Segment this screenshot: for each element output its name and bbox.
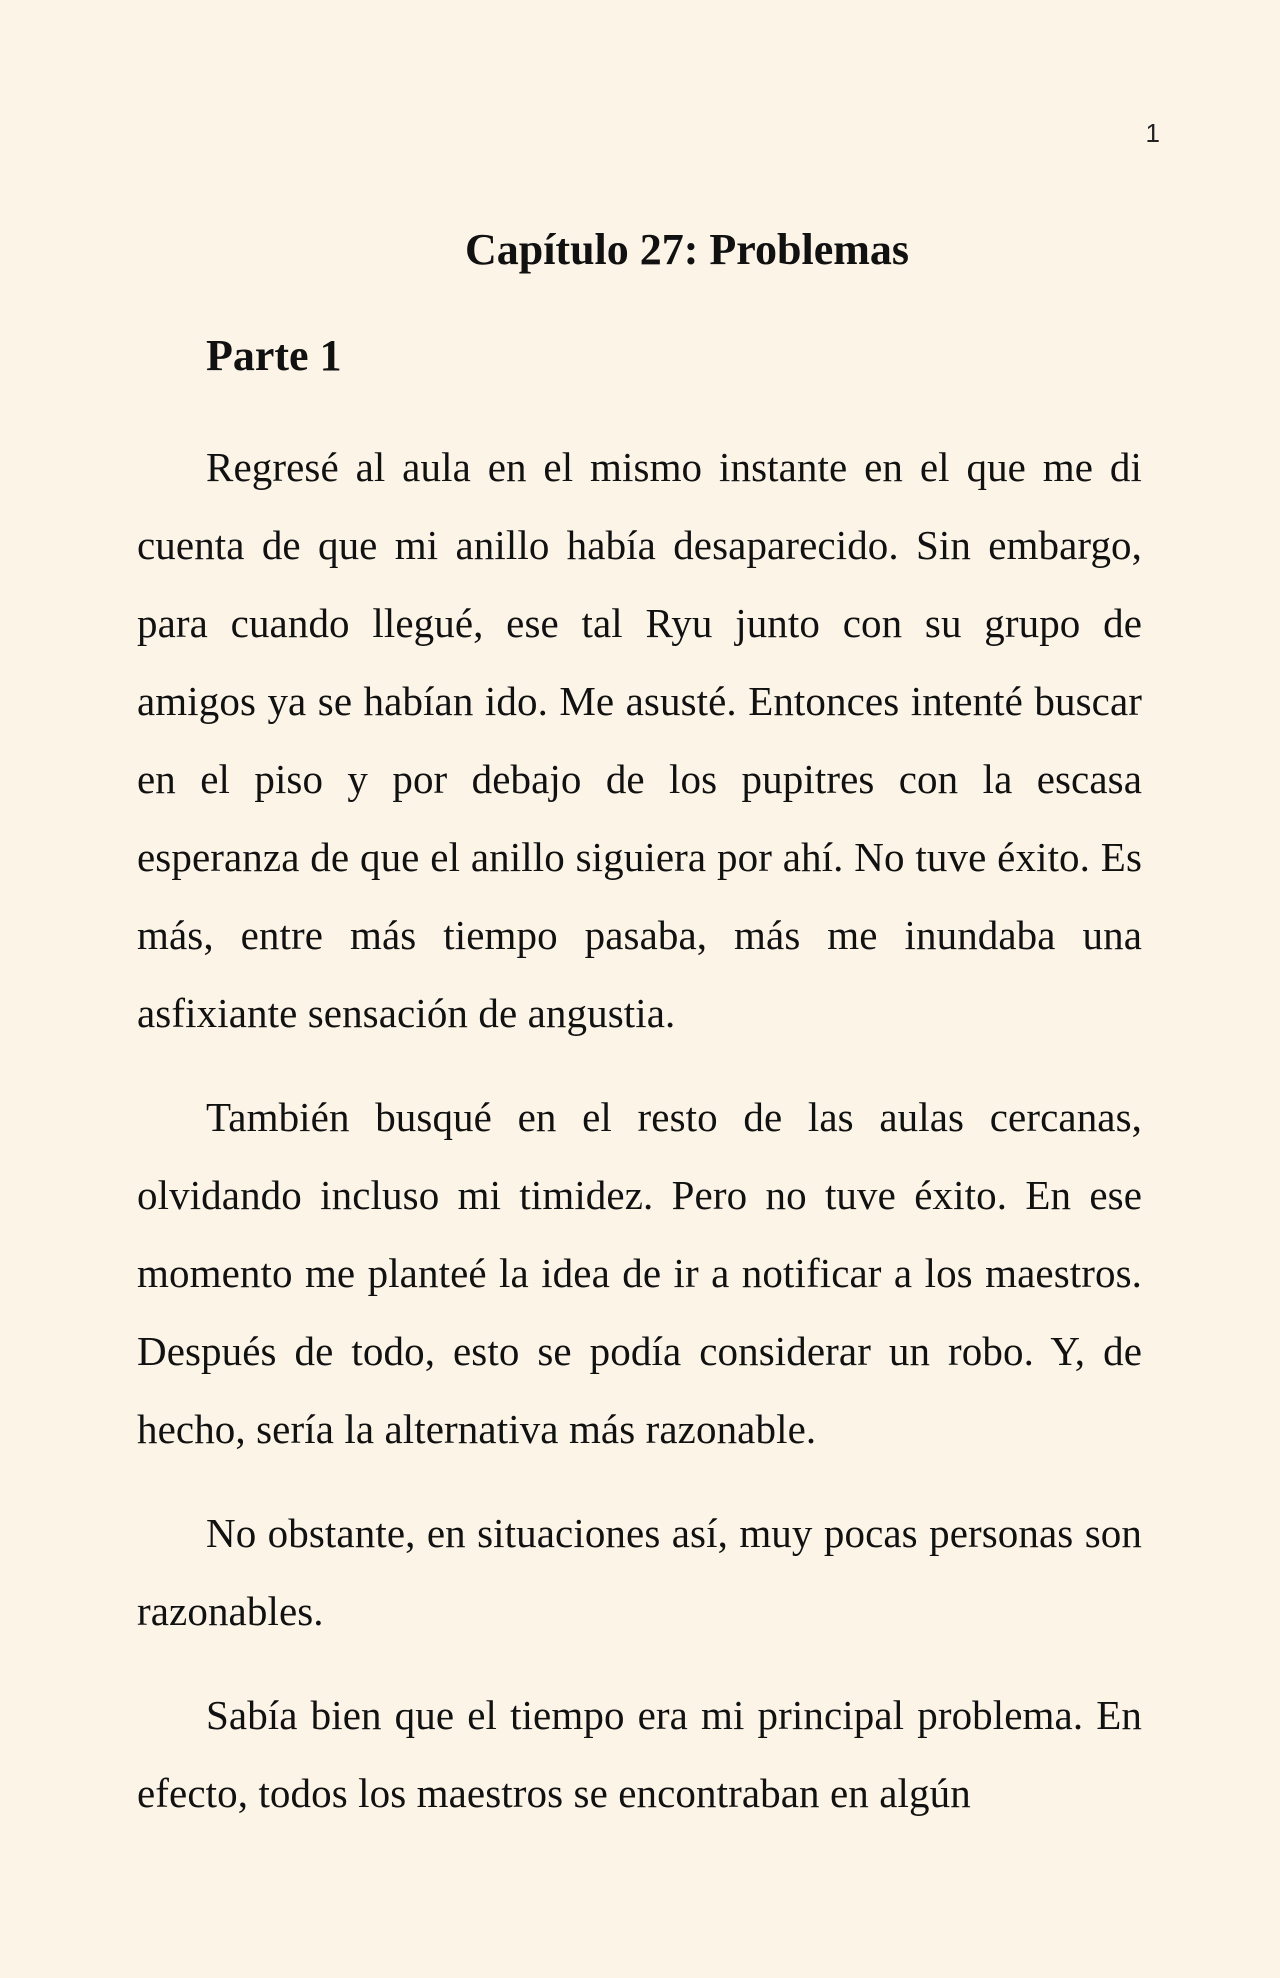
chapter-title: Capítulo 27: Problemas [464, 225, 910, 274]
paragraph-4: Sabía bien que el tiempo era mi principal problema. En efecto, todos los maestros se encontraban en algún [137, 1692, 1142, 1816]
page-number: 1 [1145, 118, 1160, 148]
paragraph-3: No obstante, en situaciones así, muy pocas personas son razonables. [137, 1510, 1142, 1634]
paragraph-2: También busqué en el resto de las aulas cercanas, olvidando incluso mi timidez. Pero no tuve éxito. En ese momento me planteé la idea de ir a notificar a los maestros. Después de todo, esto se podía considerar un robo. Y, de hecho, sería la alternativa más razonable. [137, 1094, 1142, 1452]
paragraph-1: Regresé al aula en el mismo instante en el que me di cuenta de que mi anillo había desaparecido. Sin embargo, para cuando llegué, ese tal Ryu junto con su grupo de amigos ya se habían ido. Me asusté. Entonces intenté buscar en el piso y por debajo de los pupitres con la escasa esperanza de que el anillo siguiera por ahí. No tuve éxito. Es más, entre más tiempo pasaba, más me inundaba una asfixiante sensación de angustia. [137, 444, 1142, 1036]
part-title: Parte 1 [206, 331, 342, 380]
body-text [137, 428, 1142, 1832]
